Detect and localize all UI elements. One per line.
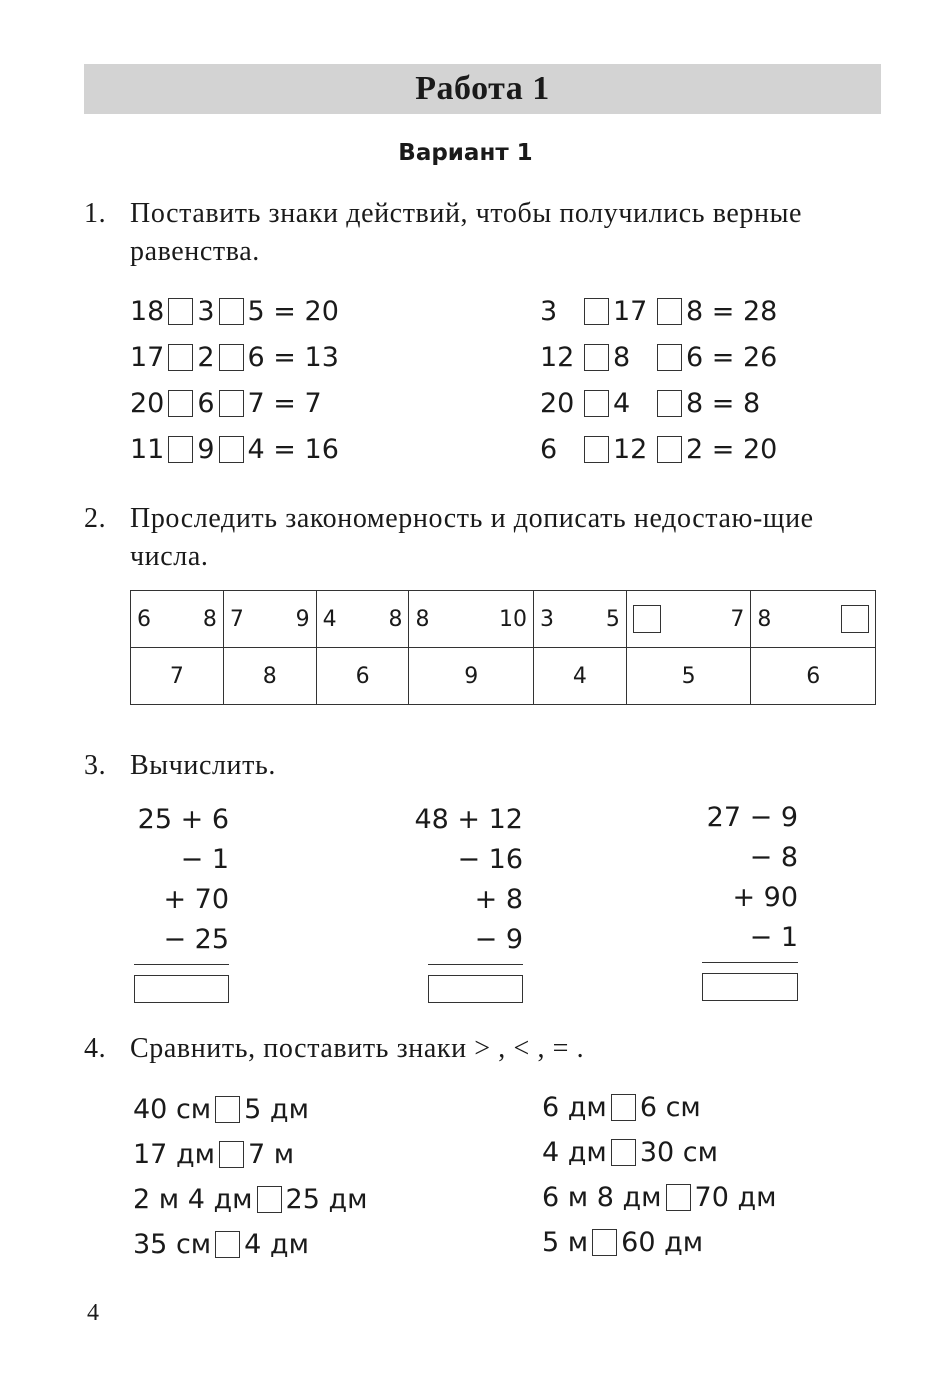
sign-box[interactable] <box>168 298 193 325</box>
table-cell: 3 5 <box>534 591 627 648</box>
answer-box[interactable] <box>428 975 523 1003</box>
equation-row: 20 4 8 = 8 <box>540 387 761 419</box>
equation-row: 11 9 4 = 16 <box>130 433 339 465</box>
compare-row: 2 м 4 дм 25 дм <box>133 1184 368 1215</box>
calc-column-3 <box>702 798 798 1001</box>
table-row <box>131 591 876 648</box>
sign-box[interactable] <box>219 436 244 463</box>
result-line <box>702 962 798 963</box>
table-cell: 6 <box>316 648 409 705</box>
sign-box[interactable] <box>657 390 682 417</box>
sign-box[interactable] <box>584 344 609 371</box>
compare-row: 5 м 60 дм <box>542 1227 704 1258</box>
task-2-number: 2. <box>84 503 107 534</box>
table-cell: 6 8 <box>131 591 224 648</box>
sign-box[interactable] <box>168 390 193 417</box>
equation-row: 18 3 5 = 20 <box>130 295 339 327</box>
calc-line: 25 + 6 <box>137 804 229 835</box>
variant-heading: Вариант 1 <box>398 140 533 166</box>
equation-row: 17 2 6 = 13 <box>130 341 339 373</box>
sign-box[interactable] <box>219 344 244 371</box>
calc-line: + 90 <box>732 882 798 913</box>
table-cell: 7 <box>131 648 224 705</box>
table-cell: 9 <box>409 648 534 705</box>
compare-row: 35 см 4 дм <box>133 1229 309 1260</box>
sequence-table <box>130 590 876 705</box>
calc-column-1 <box>134 800 229 1003</box>
sign-box[interactable] <box>657 298 682 325</box>
table-row <box>131 648 876 705</box>
table-cell: 8 10 <box>409 591 534 648</box>
task-4-right-column <box>542 1085 777 1265</box>
calc-column-2 <box>412 800 523 1003</box>
task-3-number: 3. <box>84 750 107 781</box>
sign-box[interactable] <box>657 344 682 371</box>
sign-box[interactable] <box>592 1229 617 1256</box>
table-cell: 8 <box>223 648 316 705</box>
task-4-text: Сравнить, поставить знаки > , < , = . <box>130 1033 585 1064</box>
answer-box[interactable] <box>134 975 229 1003</box>
sign-box[interactable] <box>584 436 609 463</box>
table-cell: 4 8 <box>316 591 409 648</box>
title-banner <box>84 64 881 114</box>
equation-row: 3 17 8 = 28 <box>540 295 778 327</box>
sign-box[interactable] <box>215 1096 240 1123</box>
sign-box[interactable] <box>611 1094 636 1121</box>
sign-box[interactable] <box>219 390 244 417</box>
table-cell: 8 <box>751 591 876 648</box>
table-cell: 6 <box>751 648 876 705</box>
compare-row: 6 дм 6 см <box>542 1092 701 1123</box>
calc-line: 48 + 12 <box>414 804 523 835</box>
task-1-right-column <box>540 288 777 472</box>
task-1-left-column <box>130 288 339 472</box>
table-cell: 4 <box>534 648 627 705</box>
compare-row: 17 дм 7 м <box>133 1139 295 1170</box>
answer-box[interactable] <box>702 973 798 1001</box>
compare-row: 6 м 8 дм 70 дм <box>542 1182 777 1213</box>
calc-line: + 70 <box>163 884 229 915</box>
calc-line: − 8 <box>749 842 798 873</box>
task-2-text: Проследить закономерность и дописать недостаю-щие числа. <box>130 503 814 572</box>
calc-line: − 9 <box>474 924 523 955</box>
answer-box[interactable] <box>841 605 869 633</box>
sign-box[interactable] <box>584 390 609 417</box>
table-cell: 5 <box>626 648 751 705</box>
sign-box[interactable] <box>219 298 244 325</box>
sign-box[interactable] <box>657 436 682 463</box>
result-line <box>134 964 229 965</box>
task-1-text: Поставить знаки действий, чтобы получились верные равенства. <box>130 198 803 267</box>
sign-box[interactable] <box>215 1231 240 1258</box>
result-line <box>428 964 523 965</box>
calc-line: 27 − 9 <box>706 802 798 833</box>
calc-line: + 8 <box>474 884 523 915</box>
calc-line: − 1 <box>180 844 229 875</box>
sign-box[interactable] <box>168 344 193 371</box>
answer-box[interactable] <box>633 605 661 633</box>
task-4-left-column <box>133 1087 368 1267</box>
calc-line: − 16 <box>457 844 523 875</box>
calc-line: − 1 <box>749 922 798 953</box>
table-cell: 7 9 <box>223 591 316 648</box>
task-1-number: 1. <box>84 198 107 229</box>
compare-row: 40 см 5 дм <box>133 1094 309 1125</box>
page-title: Работа 1 <box>415 70 550 107</box>
calc-line: − 25 <box>163 924 229 955</box>
sign-box[interactable] <box>219 1141 244 1168</box>
equation-row: 20 6 7 = 7 <box>130 387 322 419</box>
compare-row: 4 дм 30 см <box>542 1137 718 1168</box>
sign-box[interactable] <box>666 1184 691 1211</box>
equation-row: 12 8 6 = 26 <box>540 341 778 373</box>
sign-box[interactable] <box>584 298 609 325</box>
sign-box[interactable] <box>168 436 193 463</box>
equation-row: 6 12 2 = 20 <box>540 433 778 465</box>
page-number: 4 <box>87 1300 99 1326</box>
task-4-number: 4. <box>84 1033 107 1064</box>
sign-box[interactable] <box>257 1186 282 1213</box>
task-3-text: Вычислить. <box>130 750 276 781</box>
table-cell: 7 <box>626 591 751 648</box>
sign-box[interactable] <box>611 1139 636 1166</box>
